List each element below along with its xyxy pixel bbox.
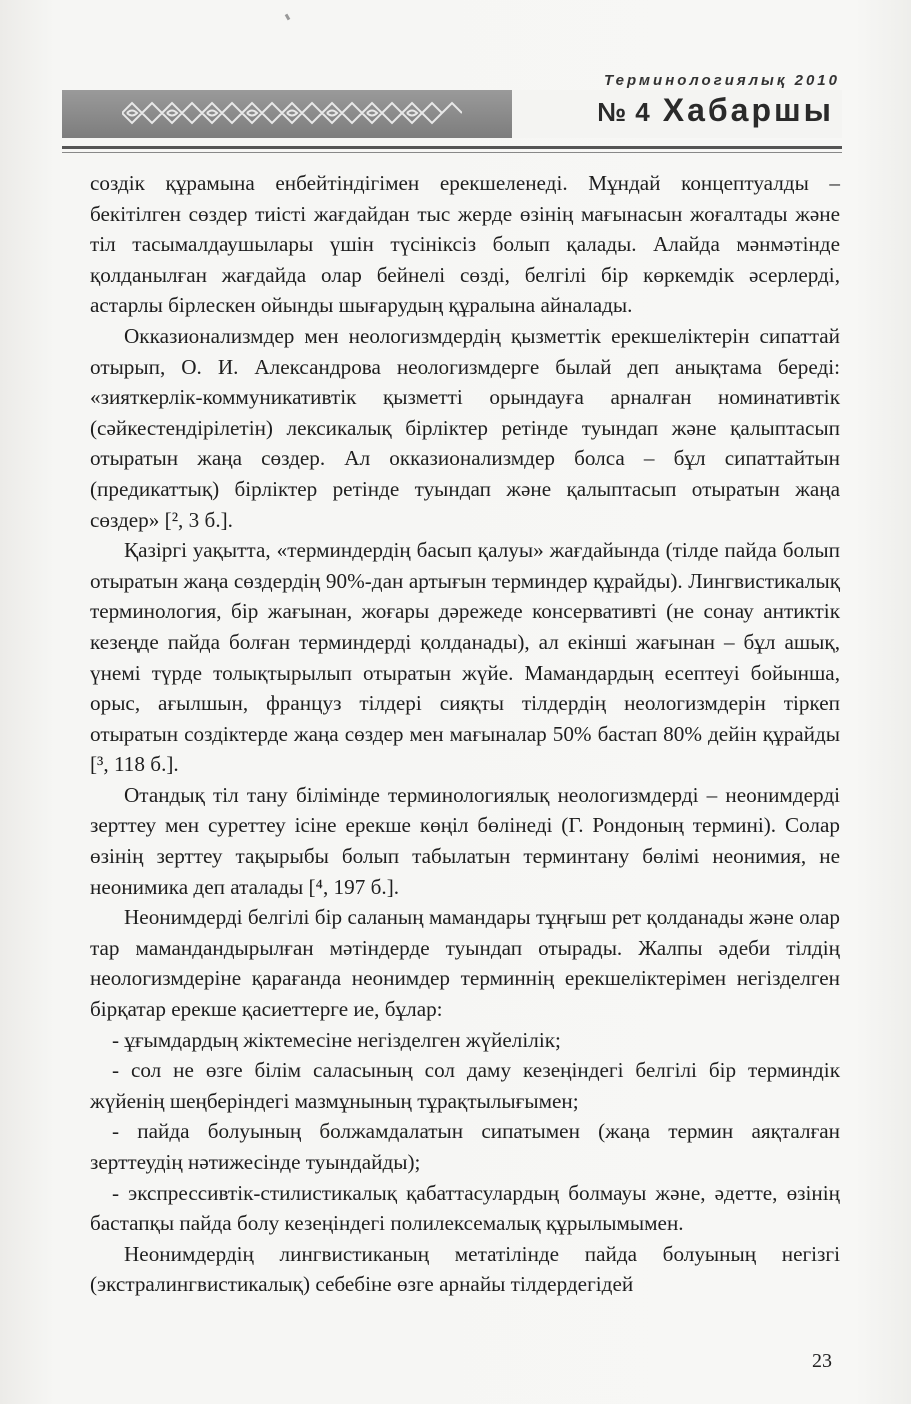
journal-line: Терминологиялық 2010 xyxy=(604,72,840,89)
journal-title xyxy=(597,92,834,129)
header-rule-thin xyxy=(62,152,842,153)
article-body xyxy=(90,168,840,1300)
paragraph: Неонимдерді белгілі бір саланың мамандары тұңғыш рет қолданады және олар тар мамандандырылған мәтіндерде туындап отырады. Жалпы әдеби тілдің неологизмдеріне қарағанда неонимдер терминнің ерекшеліктерімен негізделген бірқатар ерекше қасиеттерге ие, бұлар: xyxy=(90,905,840,1022)
paragraph: Отандық тіл тану білімінде терминологиялық неологизмдерді – неонимдерді зерттеу мен суреттеу ісіне ерекше көңіл бөлінеді (Г. Рондоның термині). Солар өзінің зерттеу тақырыбы болып табылатын терминтану бөлімі неонимия, не неонимика деп аталады [⁴, 197 б.]. xyxy=(90,782,840,899)
header-title-box xyxy=(512,90,842,138)
page-number: 23 xyxy=(812,1350,832,1372)
paragraph: создік құрамына енбейтіндігімен ерекшеленеді. Мұндай концептуалды – бекітілген сөздер тиісті жағдайдан тыс жерде өзінің мағынасын жоғалтады және тіл тасымалдаушылары үшін түсініксіз болып қалады. Алайда мәнмәтінде қолданылған жағдайда олар бейнелі сөзді, белгілі бір көркемдік әсерлерді, астарлы бірлескен ойынды шығарудың құралына айналады. xyxy=(90,171,840,318)
scan-speck xyxy=(285,14,291,21)
list-item: - сол не өзге білім саласының сол даму кезеңіндегі белгілі бір терминдік жүйенің шеңберіндегі мазмұнының тұрақтылығымен; xyxy=(90,1058,840,1113)
ornament-icon xyxy=(122,96,462,130)
header-rule xyxy=(62,146,842,149)
list-item: - ұғымдардың жіктемесіне негізделген жүйелілік; xyxy=(112,1027,561,1052)
journal-name: Хабаршы xyxy=(662,92,834,128)
issue-number: № 4 xyxy=(597,97,651,127)
paragraph: Окказионализмдер мен неологизмдердің қызметтік ерекшеліктерін сипаттай отырып, О. И. Александрова неологизмдерге былай деп анықтама береді: «зияткерлік-коммуникативтік қызметті орындауға арналған номинативтік (сәйкестендірілетін) лексикалық бірліктер ретінде туындап және қалыптасып отыратын жаңа сөздер. Ал окказионализмдер болса – бұл сипаттайтын (предикаттық) бірліктер ретінде туындап және қалыптасып отыратын жаңа сөздер» [², 3 б.]. xyxy=(90,323,840,532)
paragraph: Неонимдердің лингвистиканың метатілінде пайда болуының негізгі (экстралингвистикалық) себебіне өзге арнайы тілдердегідей xyxy=(90,1241,840,1297)
paragraph: Қазіргі уақытта, «терминдердің басып қалуы» жағдайында (тілде пайда болып отыратын жаңа сөздердің 90%-дан артығын терминдер құрайды). Лингвистикалық терминология, бір жағынан, жоғары дәрежеде консервативті (не сонау антиктік кезеңде пайда болған терминдерді қолданады), ал екінші жағынан – бұл ашық, үнемі түрде толықтырылып отыратын жүйе. Мамандардың есептеуі бойынша, орыс, ағылшын, француз тілдері сияқты тілдердің неологизмдерін тіркеп отыратын создіктерде жаңа сөздер мен мағыналар 50% бастап 80% дейін құрайды [³, 118 б.]. xyxy=(90,538,840,777)
list-item: - экспрессивтік-стилистикалық қабаттасулардың болмауы және, әдетте, өзінің бастапқы пайда болу кезеңіндегі полилексемалық құрылымымен. xyxy=(90,1180,840,1236)
list-item: - пайда болуының болжамдалатын сипатымен (жаңа термин аяқталған зерттеудің нәтижесінде туындайды); xyxy=(90,1119,840,1174)
